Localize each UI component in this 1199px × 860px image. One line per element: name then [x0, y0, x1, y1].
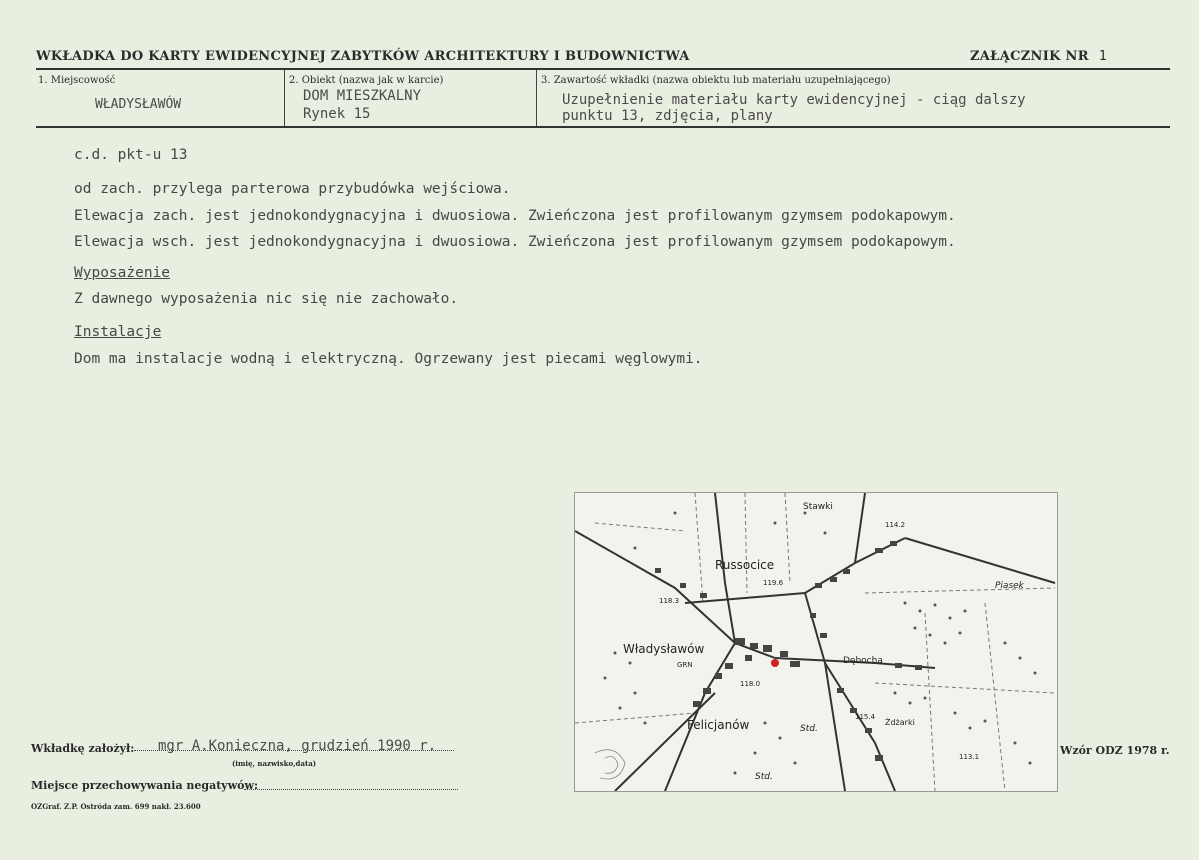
body-line-3: Elewacja zach. jest jednokondygnacyjna i dwuosiowa. Zwieńczona jest profilowanym gzymsem podokapowym.	[74, 208, 956, 224]
map-label: Żdżarki	[885, 718, 915, 727]
header-top-rule	[36, 68, 1170, 70]
form-title: WKŁADKA DO KARTY EWIDENCYJNEJ ZABYTKÓW ARCHITEKTURY I BUDOWNICTWA	[36, 49, 690, 64]
location-marker-icon	[771, 659, 779, 667]
map-label: 114.2	[885, 521, 906, 529]
body-line-6: Dom ma instalacje wodną i elektryczną. Ogrzewany jest piecami węglowymi.	[74, 351, 703, 367]
map-label: Std.	[800, 724, 818, 734]
object-line2: Rynek 15	[303, 106, 371, 122]
map-label: GRN	[677, 661, 693, 669]
body-line-5: Z dawnego wyposażenia nic się nie zachowało.	[74, 291, 459, 307]
heading-equipment: Wyposażenie	[74, 265, 171, 281]
object-label: 2. Obiekt (nazwa jak w karcie)	[289, 75, 444, 86]
field-divider-2	[536, 70, 537, 126]
map-label: 119.6	[763, 579, 784, 587]
map-label: 115.4	[855, 713, 876, 721]
field-divider-1	[284, 70, 285, 126]
map-label: Stawki	[803, 502, 833, 512]
object-line1: DOM MIESZKALNY	[303, 88, 422, 104]
annex-number: 1	[1098, 49, 1107, 64]
map-label: Piasek	[995, 581, 1024, 591]
locality-value: WŁADYSŁAWÓW	[95, 97, 182, 112]
location-map	[574, 492, 1058, 792]
header-bottom-rule	[36, 126, 1170, 128]
author-hint: (imię, nazwisko,data)	[232, 759, 317, 768]
storage-label: Miejsce przechowywania negatywów:	[31, 779, 259, 792]
map-label: 118.3	[659, 597, 680, 605]
map-label: Władysławów	[623, 642, 705, 656]
content-line1: Uzupełnienie materiału karty ewidencyjnej - ciąg dalszy	[562, 92, 1026, 108]
annex-text: ZAŁĄCZNIK NR	[970, 49, 1089, 64]
body-line-1: c.d. pkt-u 13	[74, 147, 188, 163]
body-line-2: od zach. przylega parterowa przybudówka wejściowa.	[74, 181, 511, 197]
annex-label	[970, 49, 1107, 64]
map-label: Std.	[755, 772, 773, 782]
storage-dotline	[244, 789, 458, 790]
heading-installations: Instalacje	[74, 324, 162, 340]
map-label: 113.1	[959, 753, 980, 761]
content-label: 3. Zawartość wkładki (nazwa obiektu lub materiału uzupełniającego)	[541, 75, 891, 86]
body-line-4: Elewacja wsch. jest jednokondygnacyjna i dwuosiowa. Zwieńczona jest profilowanym gzymsem podokapowym.	[74, 234, 956, 250]
map-drawing	[575, 493, 1057, 791]
print-info: OZGraf. Z.P. Ostróda zam. 699 nakł. 23.600	[31, 802, 201, 811]
author-value: mgr A.Konieczna, grudzień 1990 r.	[158, 738, 437, 754]
author-label: Wkładkę założył:	[31, 742, 135, 755]
map-label: Russocice	[715, 558, 775, 572]
form-label: Wzór ODZ 1978 r.	[1060, 744, 1170, 757]
content-line2: punktu 13, zdjęcia, plany	[562, 108, 773, 124]
locality-label: 1. Miejscowość	[38, 75, 116, 86]
map-label: 118.0	[740, 680, 761, 688]
map-label: Felicjanów	[687, 718, 750, 732]
map-label: Dębocha	[843, 656, 883, 666]
